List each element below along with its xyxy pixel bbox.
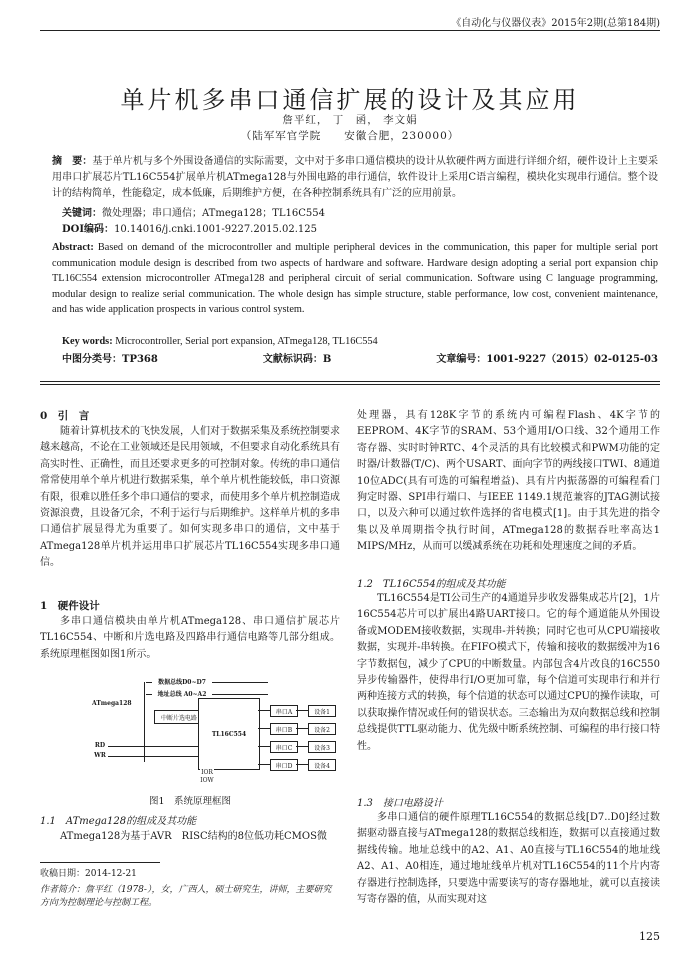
device-2-link — [296, 728, 308, 729]
data-bus-label: 数据总线D0~D7 — [152, 676, 212, 686]
section-0-text: 随着计算机技术的飞快发展，人们对于数据采集及系统控制要求越来越高，不论在工业领域还是民用领域，不但要求自动化系统具有高实时性、正确性，而且还要求更多的可控制对象。传统的串口通信常常使用单个单片机进行数据采集，单个单片机性能较低，串口资源有限，很难以胜任多个串口通信的要求，而使用多个单片机控制造成资源浪费，且设备冗余，不利于运行与后期维护。这样单片机的多串口通信扩展显得尤为重要了。如何实现多串口的通信，文中基于ATmega128单片机并运用串口扩展芯片TL16C554实现多串口通信。 — [40, 426, 340, 569]
header-rule — [40, 30, 660, 31]
doi-text: 10.14016/j.cnki.1001-9227.2015.02.125 — [114, 224, 317, 235]
ior-label: IOR — [201, 768, 213, 776]
keywords-en — [62, 334, 658, 350]
port-d-block: 串口D — [270, 759, 298, 771]
section-1-1-text: ATmega128为基于AVR RISC结构的8位低功耗CMOS微 — [60, 831, 327, 842]
system-block-diagram — [88, 676, 344, 784]
abstract-cn-label: 摘 要： — [52, 156, 93, 167]
section-1-3-title: 1.3 接口电路设计 — [357, 798, 443, 809]
paper-title: 单片机多串口通信扩展的设计及其应用 — [120, 86, 580, 114]
doi-label: DOI编码： — [62, 224, 115, 235]
author-note: 作者简介：詹平红（1978-），女，广西人，硕士研究生，讲师，主要研究方向为控制理论与控制工程。 — [40, 885, 332, 908]
device-4-link — [296, 764, 308, 765]
footnote-rule — [40, 862, 160, 863]
wr-label: WR — [92, 750, 108, 760]
abstract-cn-text: 基于单片机与多个外围设备通信的实际需要，文中对于多串口通信模块的设计从软硬件两方面进行详细介绍，硬件设计上主要采用串口扩展芯片TL16C554扩展单片机ATmega128与外围电路的串行通信，软件设计上采用C语言编程，模块化实现串行通信。整个设计的结构简单，性能稳定，成本低廉，后期维护方便，在各种控制系统具有广泛的应用前景。 — [52, 156, 659, 199]
tl16c554-block: TL16C554 — [198, 698, 260, 770]
section-1-2-title: 1.2 TL16C554的组成及其功能 — [357, 579, 506, 590]
device-1-link — [296, 710, 308, 711]
device-1-block: 设备1 — [308, 705, 336, 717]
figure-1-caption: 图1 系统原理框图 — [148, 796, 232, 807]
document-code: 文献标识码：B — [262, 354, 332, 365]
keywords-cn — [62, 206, 658, 222]
device-4-block: 设备4 — [308, 759, 336, 771]
abstract-en-label: Abstract: — [52, 242, 94, 253]
rd-label: RD — [92, 740, 108, 750]
right-paragraph-2: TL16C554是TI公司生产的4通道异步收发器集成芯片[2]，1片16C554芯片可以扩展出4路UART接口。它的每个通道能从外围设备或MODEM接收数据，实现串-并转换；同时它也可从CPU端接收数据，实现并-串转换。在FIFO模式下，传输和接收的数据缓冲为16字节数据包，减少了CPU的中断数量。内部包含4片改良的16C550异步传输器件，使得串行I/O更加可靠，每个信道可实现串行和并行两种连接方式的转换，每个信道的状态可以通过CPU的操作读取，可以获取操作情况或任何的错误状态。三态输出为双向数据总线和控制总线提供TTL驱动能力、优先级中断系统控制、可编程的串行接口特性。 — [357, 593, 660, 752]
section-1-text: 多串口通信模块由单片机ATmega128、串口通信扩展芯片TL16C554、中断和片选电路及四路串行通信电路等几部分组成。系统原理框图如图1所示。 — [40, 616, 340, 660]
port-b-link — [258, 728, 270, 729]
device-2-block: 设备2 — [308, 723, 336, 735]
iow-label: IOW — [200, 776, 214, 784]
keywords-en-text: Microcontroller, Serial port expansion, ATmega128, TL16C554 — [115, 336, 378, 347]
mcu-label: ATmega128 — [88, 690, 144, 758]
wr-line — [108, 756, 198, 757]
port-c-link — [258, 746, 270, 747]
right-paragraph-3: 多串口通信的硬件原理TL16C554的数据总线[D7..D0]经过数据驱动器直接与ATmega128的数据总线相连，数据可以直接通过数据线传输。地址总线中的A2、A1、A0直接与TL16C554的地址线A2、A1、A0相连，通过地址线单片机对TL16C554的11个片内寄存器进行控制选择，只要选中需要读写的寄存器地址，就可以直接读写寄存器的值，从而实现对这 — [357, 812, 660, 906]
addr-bus-label: 地址总线 A0~A2 — [152, 688, 212, 698]
device-3-link — [296, 746, 308, 747]
port-c-block: 串口C — [270, 741, 298, 753]
clc-code: 中图分类号：TP368 — [62, 354, 158, 365]
right-paragraph-1: 处理器，具有128K字节的系统内可编程Flash、4K字节的EEPROM、4K字节的SRAM、53个通用I/O口线、32个通用工作寄存器、实时时钟RTC、4个灵活的具有比较模式和PWM功能的定时器/计数器(T/C)、两个USART、面向字节的两线接口TWI、8通道10位ADC(具有可选的可编程增益)、具有片内振荡器的可编程看门狗定时器、SPI串行端口、与IEEE 1149.1规范兼容的JTAG测试接口，以及六种可以通过软件选择的省电模式[1]。由于其先进的指令集以及单周期指令执行时间，ATmega128的数据吞吐率高达1 MIPS/MHz，从而可以缓减系统在功耗和处理速度之间的矛盾。 — [357, 410, 670, 553]
abstract-rule-1 — [40, 381, 660, 382]
article-number: 文章编号：1001-9227（2015）02-0125-03 — [436, 354, 658, 365]
abstract-rule-2 — [40, 384, 660, 385]
keywords-cn-text: 微处理器；串口通信；ATmega128；TL16C554 — [102, 208, 325, 219]
affiliation: （陆军军官学院 安徽合肥，230000） — [240, 130, 460, 142]
section-1-title: 1 硬件设计 — [40, 600, 100, 612]
irq-cs-block: 中断片选电路 — [154, 710, 204, 724]
section-1-1-title: 1.1 ATmega128的组成及其功能 — [40, 816, 197, 827]
page-number: 125 — [639, 930, 660, 943]
port-a-block: 串口A — [270, 705, 298, 717]
port-d-link — [258, 764, 270, 765]
device-3-block: 设备3 — [308, 741, 336, 753]
mcu-edge — [144, 682, 145, 762]
port-a-link — [258, 710, 270, 711]
port-b-block: 串口B — [270, 723, 298, 735]
abstract-en — [52, 240, 658, 318]
received-date: 收稿日期：2014-12-21 — [40, 869, 137, 879]
keywords-en-label: Key words: — [62, 336, 113, 347]
authors: 詹平红， 丁 函， 李文娟 — [282, 114, 418, 126]
section-0-title: 0 引 言 — [40, 410, 90, 422]
rd-line — [108, 746, 198, 747]
abstract-en-text: Based on demand of the microcontroller and multiple peripheral devices in the communication, this paper for multiple serial port communication module design is described from two aspects of hardware and software. Hardware design adopting a serial port expansion chip TL16C554 extension microcontroller ATmega128 and peripheral circuit of serial communication. Software using C language programming, modular design to realize serial communication. The whole design has simple structure, stable performance, low cost, convenient maintenance, and has wide application prospects in various control system. — [52, 242, 659, 316]
doi — [62, 222, 658, 238]
journal-header: 《自动化与仪器仪表》2015年2期(总第184期) — [451, 18, 660, 29]
keywords-cn-label: 关键词： — [62, 208, 102, 219]
abstract-cn — [52, 154, 658, 202]
classification-row — [62, 350, 658, 365]
